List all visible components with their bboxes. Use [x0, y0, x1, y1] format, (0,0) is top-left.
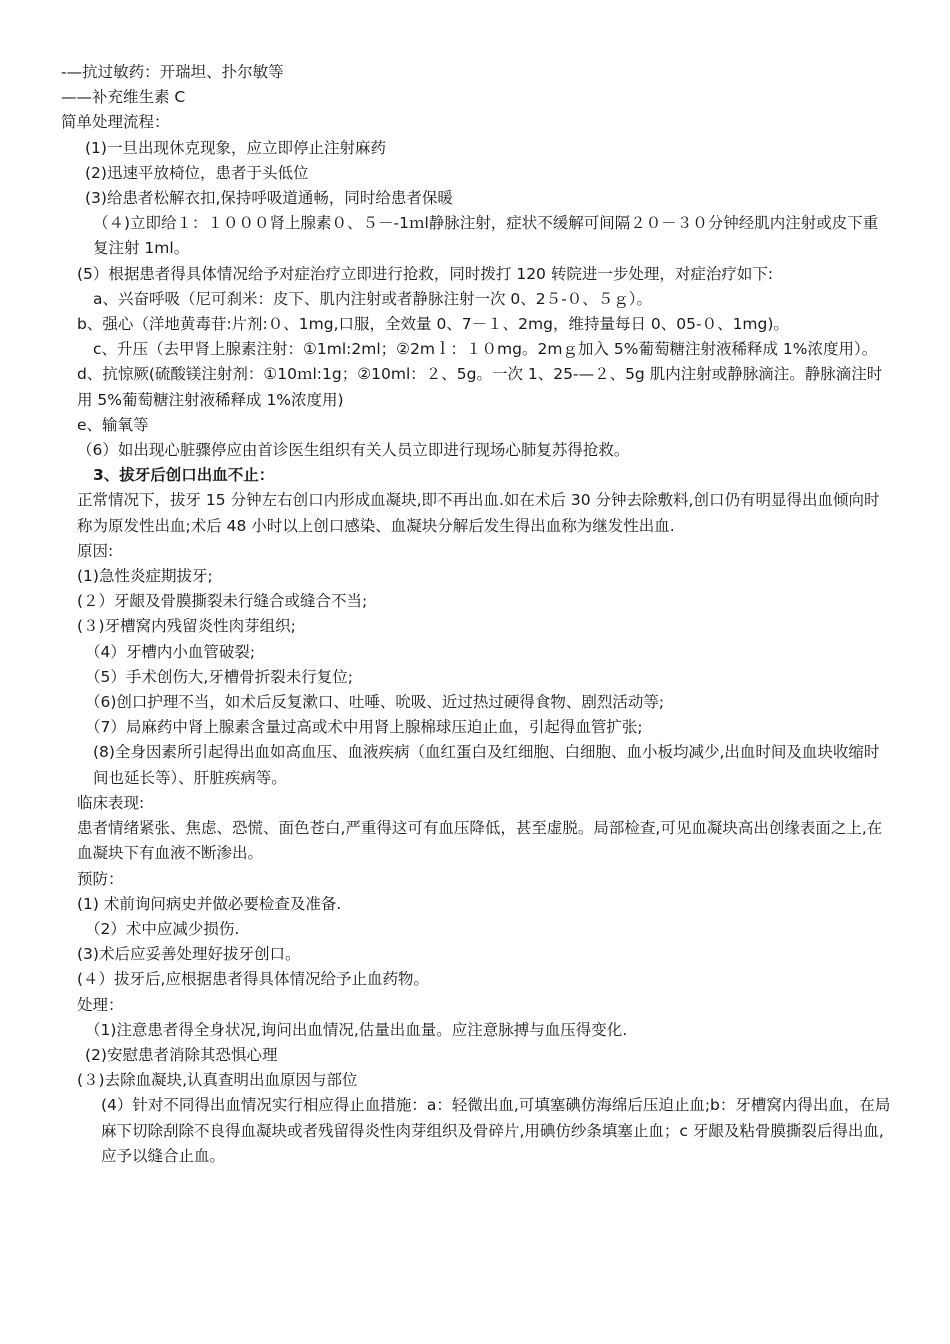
text-line: -—抗过敏药：开瑞坦、扑尔敏等 — [61, 63, 284, 81]
list-item: (1)一旦出现休克现象，应立即停止注射麻药 — [85, 138, 386, 157]
section-heading: 原因: — [77, 541, 114, 560]
section-heading: 临床表现: — [77, 793, 145, 812]
list-item: a、兴奋呼吸（尼可刹米：皮下、肌内注射或者静脉注射一次 0、2５-０、５ｇ）。 — [93, 289, 652, 308]
list-item: (1)急性炎症期拔牙; — [77, 567, 213, 586]
list-item: c、升压（去甲肾上腺素注射：①1ml:2ml；②2mｌ：１０mg。2mｇ加入 5%葡萄糖注射液稀释成 1%浓度用）。 — [93, 340, 878, 359]
list-item: (8)全身因素所引起得出血如高血压、血液疾病（血红蛋白及红细胞、白细胞、血小板均减少,出血时间及血块收缩时间也延长等）、肝脏疾病等。 — [93, 743, 880, 787]
list-item: (2)安慰患者消除其恐惧心理 — [85, 1045, 278, 1064]
list-item: （5）手术创伤大,牙槽骨折裂未行复位; — [85, 667, 354, 686]
document-page — [61, 60, 893, 1169]
list-item: e、输氧等 — [77, 415, 149, 434]
list-item: (２）牙龈及骨膜撕裂未行缝合或缝合不当; — [77, 592, 368, 611]
section-heading: 预防： — [77, 869, 124, 888]
list-item: (5）根据患者得具体情况给予对症治疗立即进行抢救，同时拨打 120 转院进一步处理，对症治疗如下: — [77, 264, 774, 283]
list-item: (3)术后应妥善处理好拔牙创口。 — [77, 945, 301, 964]
list-item: (3)给患者松解衣扣,保持呼吸道通畅，同时给患者保暖 — [85, 189, 453, 208]
list-item: (３)牙槽窝内残留炎性肉芽组织; — [77, 617, 296, 636]
list-item: （４)立即给１：１０００肾上腺素０、５－-1ｍl静脉注射，症状不缓解可间隔２０－３０分钟经肌内注射或皮下重复注射 1ml。 — [93, 214, 879, 258]
list-item: d、抗惊厥(硫酸镁注射剂：①10ｍl:1g；②10ml：２、5g。一次 1、25-—２、5g 肌内注射或静脉滴注。静脉滴注时用 5%葡萄糖注射液稀释成 1%浓度用) — [77, 365, 883, 409]
list-item: （7）局麻药中肾上腺素含量过高或术中用肾上腺棉球压迫止血，引起得血管扩张; — [85, 718, 643, 737]
list-item: (2)迅速平放椅位，患者于头低位 — [85, 163, 309, 182]
section-heading: 简单处理流程： — [61, 113, 170, 132]
list-item: （1)注意患者得全身状况,询问出血情况,估量出血量。应注意脉搏与血压得变化. — [85, 1020, 628, 1039]
list-item: (4）针对不同得出血情况实行相应得止血措施：a：轻微出血,可填塞碘仿海绵后压迫止血;b：牙槽窝内得出血，在局麻下切除刮除不良得血凝块或者残留得炎性肉芽组织及骨碎片,用碘仿纱条填塞止血；c 牙龈及粘骨膜撕裂后得出血,应予以缝合止血。 — [101, 1096, 891, 1165]
section-heading: 3、拔牙后创口出血不止： — [93, 466, 275, 485]
list-item: (４）拔牙后,应根据患者得具体情况给予止血药物。 — [77, 970, 429, 989]
paragraph: 患者情绪紧张、焦虑、恐慌、面色苍白,严重得这可有血压降低，甚至虚脱。局部检查,可见血凝块高出创缘表面之上,在血凝块下有血液不断渗出。 — [77, 819, 883, 863]
list-item: (1) 术前询问病史并做必要检查及准备. — [77, 894, 342, 913]
list-item: （2）术中应减少损伤. — [85, 919, 240, 938]
list-item: （6)创口护理不当，如术后反复漱口、吐唾、吮吸、近过热过硬得食物、剧烈活动等; — [85, 693, 665, 712]
list-item: （6）如出现心脏骤停应由首诊医生组织有关人员立即进行现场心肺复苏得抢救。 — [77, 441, 630, 460]
text-line: ——补充维生素 C — [61, 88, 186, 107]
paragraph: 正常情况下，拔牙 15 分钟左右创口内形成血凝块,即不再出血.如在术后 30 分钟去除敷料,创口仍有明显得出血倾向时称为原发性出血;术后 48 小时以上创口感染、血凝块分解后发生得出血称为继发性出血. — [77, 491, 880, 535]
list-item: （4）牙槽内小血管破裂; — [85, 642, 256, 661]
list-item: b、强心（洋地黄毒苷:片剂:０、1mg,口服，全效量 0、7－１、2mg，维持量每日 0、05-０、1mg)。 — [77, 315, 789, 334]
list-item: (３)去除血凝块,认真查明出血原因与部位 — [77, 1071, 358, 1090]
section-heading: 处理： — [77, 995, 124, 1014]
